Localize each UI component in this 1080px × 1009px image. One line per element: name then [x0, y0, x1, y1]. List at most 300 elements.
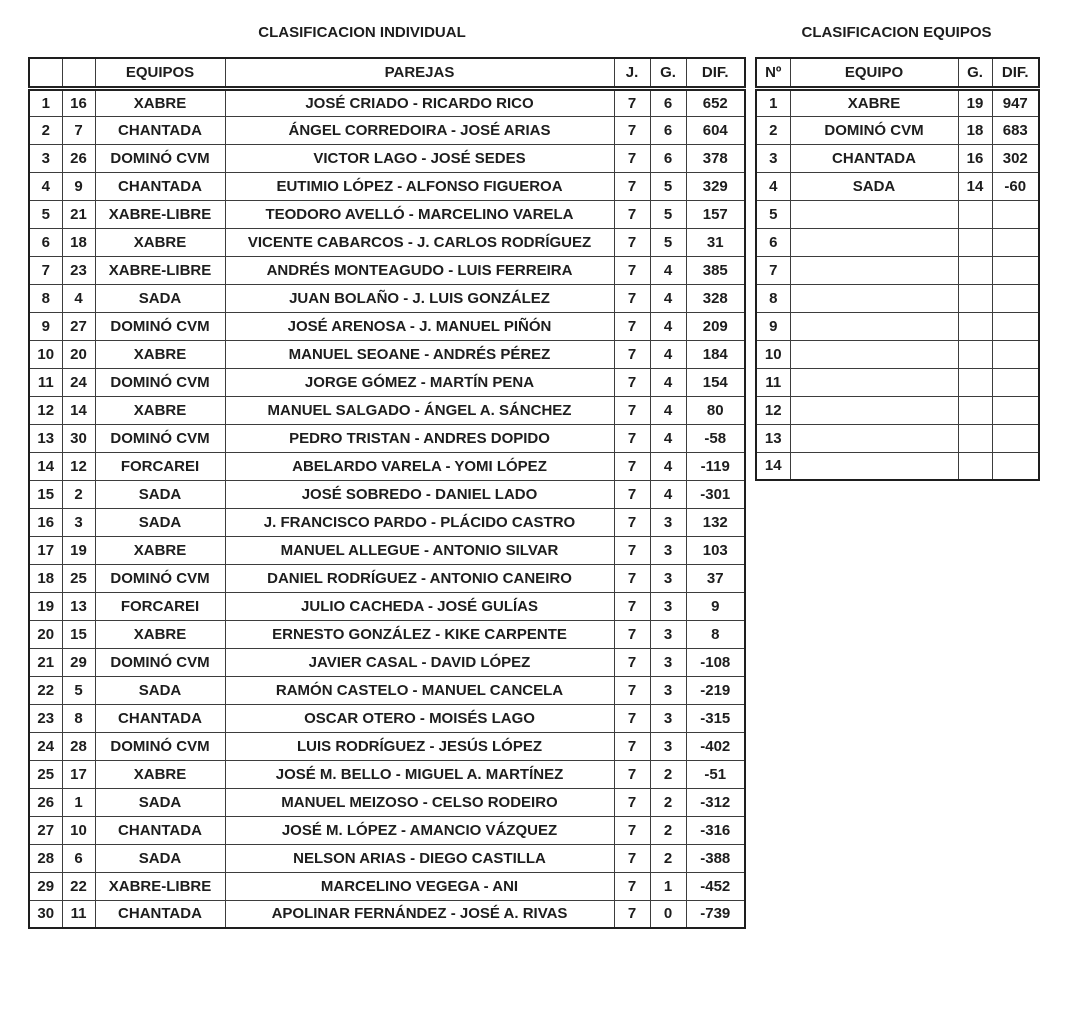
- individual-row-rank-cell: 10: [29, 340, 62, 368]
- individual-row-pareja-cell: PEDRO TRISTAN - ANDRES DOPIDO: [225, 424, 614, 452]
- individual-header-row: [29, 58, 745, 88]
- individual-row: [29, 312, 745, 340]
- individual-row-rank-cell: 23: [29, 704, 62, 732]
- individual-row-dorsal-cell: 23: [62, 256, 95, 284]
- individual-row-rank-cell: 9: [29, 312, 62, 340]
- individual-row-dif-cell: -402: [686, 732, 745, 760]
- team-row-equipo-cell: SADA: [790, 172, 958, 200]
- individual-row-equipo-cell: DOMINÓ CVM: [95, 648, 225, 676]
- individual-row-dif-cell: -315: [686, 704, 745, 732]
- team-header-num: Nº: [756, 58, 790, 88]
- individual-row-equipo-cell: XABRE-LIBRE: [95, 256, 225, 284]
- individual-row-dif-cell: -51: [686, 760, 745, 788]
- individual-row-pareja-cell: VICTOR LAGO - JOSÉ SEDES: [225, 144, 614, 172]
- individual-row-dif-cell: 385: [686, 256, 745, 284]
- individual-row-dorsal-cell: 13: [62, 592, 95, 620]
- team-row: [756, 88, 1039, 116]
- individual-row-dorsal-cell: 17: [62, 760, 95, 788]
- individual-classification-title: CLASIFICACION INDIVIDUAL: [258, 24, 466, 41]
- individual-row-equipo-cell: SADA: [95, 844, 225, 872]
- team-row-dif-cell: [992, 452, 1039, 480]
- individual-classification-table: [28, 57, 746, 929]
- team-row-dif-cell: [992, 368, 1039, 396]
- team-row: [756, 340, 1039, 368]
- individual-row-equipo-cell: DOMINÓ CVM: [95, 564, 225, 592]
- individual-row-rank-cell: 3: [29, 144, 62, 172]
- individual-row-dif-cell: -388: [686, 844, 745, 872]
- individual-row-rank-cell: 20: [29, 620, 62, 648]
- individual-row-dorsal-cell: 12: [62, 452, 95, 480]
- individual-row-pareja-cell: VICENTE CABARCOS - J. CARLOS RODRÍGUEZ: [225, 228, 614, 256]
- individual-row: [29, 732, 745, 760]
- individual-row-j-cell: 7: [614, 256, 650, 284]
- individual-row-rank-cell: 12: [29, 396, 62, 424]
- individual-row: [29, 872, 745, 900]
- individual-row-rank-cell: 14: [29, 452, 62, 480]
- team-row-g-cell: [958, 284, 992, 312]
- individual-row-dorsal-cell: 21: [62, 200, 95, 228]
- individual-row-j-cell: 7: [614, 368, 650, 396]
- individual-row-dif-cell: 604: [686, 116, 745, 144]
- individual-row: [29, 508, 745, 536]
- individual-row: [29, 340, 745, 368]
- individual-row: [29, 424, 745, 452]
- team-row-equipo-cell: [790, 284, 958, 312]
- team-row: [756, 452, 1039, 480]
- individual-row-dorsal-cell: 1: [62, 788, 95, 816]
- individual-row-dif-cell: 8: [686, 620, 745, 648]
- individual-row-dif-cell: -219: [686, 676, 745, 704]
- individual-row: [29, 368, 745, 396]
- team-row-num-cell: 8: [756, 284, 790, 312]
- individual-row-dif-cell: 132: [686, 508, 745, 536]
- team-header-dif: DIF.: [992, 58, 1039, 88]
- individual-row-dif-cell: 652: [686, 88, 745, 116]
- team-row-num-cell: 12: [756, 396, 790, 424]
- individual-row-dif-cell: 378: [686, 144, 745, 172]
- team-row-num-cell: 11: [756, 368, 790, 396]
- individual-row: [29, 676, 745, 704]
- individual-row-rank-cell: 13: [29, 424, 62, 452]
- individual-row-equipo-cell: CHANTADA: [95, 172, 225, 200]
- individual-row-g-cell: 5: [650, 228, 686, 256]
- individual-row-j-cell: 7: [614, 424, 650, 452]
- team-row-equipo-cell: XABRE: [790, 88, 958, 116]
- team-row-dif-cell: [992, 312, 1039, 340]
- team-row: [756, 368, 1039, 396]
- individual-row: [29, 620, 745, 648]
- individual-row-g-cell: 3: [650, 676, 686, 704]
- individual-row: [29, 536, 745, 564]
- team-row: [756, 424, 1039, 452]
- team-row-equipo-cell: DOMINÓ CVM: [790, 116, 958, 144]
- individual-row-pareja-cell: JUAN BOLAÑO - J. LUIS GONZÁLEZ: [225, 284, 614, 312]
- team-row-equipo-cell: [790, 368, 958, 396]
- team-row-g-cell: [958, 200, 992, 228]
- individual-row-dorsal-cell: 10: [62, 816, 95, 844]
- individual-row-equipo-cell: DOMINÓ CVM: [95, 144, 225, 172]
- individual-row-g-cell: 6: [650, 144, 686, 172]
- individual-row-equipo-cell: SADA: [95, 508, 225, 536]
- individual-row-equipo-cell: CHANTADA: [95, 116, 225, 144]
- team-row-num-cell: 6: [756, 228, 790, 256]
- individual-row-j-cell: 7: [614, 564, 650, 592]
- individual-row-g-cell: 3: [650, 732, 686, 760]
- team-row-g-cell: 18: [958, 116, 992, 144]
- individual-row-dif-cell: 209: [686, 312, 745, 340]
- individual-row-dorsal-cell: 24: [62, 368, 95, 396]
- individual-row-equipo-cell: CHANTADA: [95, 816, 225, 844]
- individual-row: [29, 452, 745, 480]
- individual-row-rank-cell: 29: [29, 872, 62, 900]
- individual-row-rank-cell: 5: [29, 200, 62, 228]
- individual-row-g-cell: 4: [650, 284, 686, 312]
- team-row-dif-cell: -60: [992, 172, 1039, 200]
- individual-row-dif-cell: 31: [686, 228, 745, 256]
- individual-row-dif-cell: 154: [686, 368, 745, 396]
- individual-row-dif-cell: 80: [686, 396, 745, 424]
- individual-row-pareja-cell: DANIEL RODRÍGUEZ - ANTONIO CANEIRO: [225, 564, 614, 592]
- team-row-equipo-cell: [790, 452, 958, 480]
- team-row: [756, 256, 1039, 284]
- individual-row-dorsal-cell: 15: [62, 620, 95, 648]
- individual-row-j-cell: 7: [614, 732, 650, 760]
- individual-row-pareja-cell: JOSÉ CRIADO - RICARDO RICO: [225, 88, 614, 116]
- team-row-equipo-cell: [790, 340, 958, 368]
- individual-row-dorsal-cell: 5: [62, 676, 95, 704]
- individual-row-pareja-cell: MANUEL SEOANE - ANDRÉS PÉREZ: [225, 340, 614, 368]
- team-row-g-cell: [958, 228, 992, 256]
- individual-row-g-cell: 3: [650, 564, 686, 592]
- team-row-dif-cell: [992, 340, 1039, 368]
- individual-row-equipo-cell: DOMINÓ CVM: [95, 312, 225, 340]
- individual-header-equipos: EQUIPOS: [95, 58, 225, 88]
- individual-row-j-cell: 7: [614, 676, 650, 704]
- team-row-g-cell: [958, 312, 992, 340]
- individual-row-rank-cell: 11: [29, 368, 62, 396]
- individual-row-pareja-cell: EUTIMIO LÓPEZ - ALFONSO FIGUEROA: [225, 172, 614, 200]
- individual-row-rank-cell: 26: [29, 788, 62, 816]
- individual-row-j-cell: 7: [614, 284, 650, 312]
- individual-row-dorsal-cell: 8: [62, 704, 95, 732]
- individual-row-g-cell: 4: [650, 480, 686, 508]
- individual-row-rank-cell: 17: [29, 536, 62, 564]
- individual-row-equipo-cell: XABRE: [95, 620, 225, 648]
- individual-row-g-cell: 4: [650, 256, 686, 284]
- team-row-dif-cell: [992, 396, 1039, 424]
- individual-row-dorsal-cell: 18: [62, 228, 95, 256]
- team-row-g-cell: [958, 424, 992, 452]
- team-row: [756, 144, 1039, 172]
- individual-row-rank-cell: 28: [29, 844, 62, 872]
- individual-header-parejas: PAREJAS: [225, 58, 614, 88]
- team-row-dif-cell: [992, 200, 1039, 228]
- team-row-dif-cell: 947: [992, 88, 1039, 116]
- individual-row-dorsal-cell: 27: [62, 312, 95, 340]
- individual-row: [29, 760, 745, 788]
- individual-row-dif-cell: 103: [686, 536, 745, 564]
- individual-row-g-cell: 5: [650, 172, 686, 200]
- team-row-dif-cell: 302: [992, 144, 1039, 172]
- individual-row: [29, 844, 745, 872]
- individual-row-pareja-cell: RAMÓN CASTELO - MANUEL CANCELA: [225, 676, 614, 704]
- individual-row-j-cell: 7: [614, 760, 650, 788]
- individual-row-j-cell: 7: [614, 480, 650, 508]
- team-row-num-cell: 4: [756, 172, 790, 200]
- individual-row-dorsal-cell: 30: [62, 424, 95, 452]
- individual-row-equipo-cell: SADA: [95, 480, 225, 508]
- individual-row-equipo-cell: CHANTADA: [95, 704, 225, 732]
- individual-row: [29, 592, 745, 620]
- team-row-num-cell: 3: [756, 144, 790, 172]
- individual-row-dorsal-cell: 25: [62, 564, 95, 592]
- individual-row-j-cell: 7: [614, 452, 650, 480]
- team-row-g-cell: 16: [958, 144, 992, 172]
- team-row: [756, 312, 1039, 340]
- individual-row-equipo-cell: SADA: [95, 284, 225, 312]
- individual-row: [29, 816, 745, 844]
- individual-row: [29, 564, 745, 592]
- individual-row-j-cell: 7: [614, 508, 650, 536]
- individual-row-rank-cell: 8: [29, 284, 62, 312]
- individual-row-j-cell: 7: [614, 172, 650, 200]
- individual-row: [29, 900, 745, 928]
- individual-row-j-cell: 7: [614, 88, 650, 116]
- individual-row-j-cell: 7: [614, 900, 650, 928]
- individual-row-j-cell: 7: [614, 228, 650, 256]
- individual-row-j-cell: 7: [614, 144, 650, 172]
- individual-row-dorsal-cell: 2: [62, 480, 95, 508]
- team-row-num-cell: 5: [756, 200, 790, 228]
- individual-header-rank: [29, 58, 62, 88]
- individual-row-j-cell: 7: [614, 788, 650, 816]
- individual-row-dorsal-cell: 3: [62, 508, 95, 536]
- individual-row-dorsal-cell: 14: [62, 396, 95, 424]
- team-row-num-cell: 14: [756, 452, 790, 480]
- individual-row-pareja-cell: JOSÉ SOBREDO - DANIEL LADO: [225, 480, 614, 508]
- individual-row-equipo-cell: XABRE-LIBRE: [95, 200, 225, 228]
- individual-row-pareja-cell: APOLINAR FERNÁNDEZ - JOSÉ A. RIVAS: [225, 900, 614, 928]
- team-row-equipo-cell: CHANTADA: [790, 144, 958, 172]
- individual-row-dif-cell: -58: [686, 424, 745, 452]
- individual-row: [29, 480, 745, 508]
- individual-row-dif-cell: 329: [686, 172, 745, 200]
- individual-row-dif-cell: 157: [686, 200, 745, 228]
- individual-row-dorsal-cell: 7: [62, 116, 95, 144]
- individual-row-g-cell: 3: [650, 648, 686, 676]
- individual-row-equipo-cell: XABRE: [95, 396, 225, 424]
- team-row-num-cell: 9: [756, 312, 790, 340]
- team-classification-table: [755, 57, 1040, 481]
- individual-row-equipo-cell: XABRE: [95, 340, 225, 368]
- individual-row-dif-cell: 184: [686, 340, 745, 368]
- individual-row-g-cell: 6: [650, 88, 686, 116]
- individual-row-pareja-cell: MANUEL SALGADO - ÁNGEL A. SÁNCHEZ: [225, 396, 614, 424]
- individual-row-dif-cell: -739: [686, 900, 745, 928]
- individual-row-pareja-cell: MARCELINO VEGEGA - ANI: [225, 872, 614, 900]
- team-row-num-cell: 1: [756, 88, 790, 116]
- individual-row-j-cell: 7: [614, 620, 650, 648]
- individual-row: [29, 256, 745, 284]
- individual-row: [29, 228, 745, 256]
- team-row-g-cell: [958, 452, 992, 480]
- individual-row-equipo-cell: DOMINÓ CVM: [95, 368, 225, 396]
- individual-row-pareja-cell: J. FRANCISCO PARDO - PLÁCIDO CASTRO: [225, 508, 614, 536]
- team-row-dif-cell: [992, 256, 1039, 284]
- team-row-equipo-cell: [790, 312, 958, 340]
- individual-row-pareja-cell: OSCAR OTERO - MOISÉS LAGO: [225, 704, 614, 732]
- team-row-g-cell: [958, 340, 992, 368]
- individual-row-j-cell: 7: [614, 396, 650, 424]
- individual-row-dif-cell: -108: [686, 648, 745, 676]
- team-header-g: G.: [958, 58, 992, 88]
- individual-row-g-cell: 3: [650, 592, 686, 620]
- individual-row-rank-cell: 19: [29, 592, 62, 620]
- individual-row-g-cell: 1: [650, 872, 686, 900]
- individual-row-equipo-cell: XABRE: [95, 536, 225, 564]
- individual-row-equipo-cell: FORCAREI: [95, 592, 225, 620]
- individual-row: [29, 788, 745, 816]
- team-row-num-cell: 7: [756, 256, 790, 284]
- individual-row-g-cell: 3: [650, 704, 686, 732]
- individual-row-rank-cell: 18: [29, 564, 62, 592]
- individual-row-g-cell: 3: [650, 620, 686, 648]
- individual-row-j-cell: 7: [614, 340, 650, 368]
- individual-header-j: J.: [614, 58, 650, 88]
- individual-row-g-cell: 0: [650, 900, 686, 928]
- individual-row-pareja-cell: JOSÉ M. LÓPEZ - AMANCIO VÁZQUEZ: [225, 816, 614, 844]
- individual-row-j-cell: 7: [614, 592, 650, 620]
- individual-row: [29, 284, 745, 312]
- individual-row-equipo-cell: SADA: [95, 676, 225, 704]
- individual-row: [29, 648, 745, 676]
- individual-row-rank-cell: 4: [29, 172, 62, 200]
- individual-row: [29, 172, 745, 200]
- individual-row-rank-cell: 1: [29, 88, 62, 116]
- team-row-equipo-cell: [790, 256, 958, 284]
- individual-row-rank-cell: 16: [29, 508, 62, 536]
- team-row-num-cell: 13: [756, 424, 790, 452]
- individual-row-pareja-cell: JULIO CACHEDA - JOSÉ GULÍAS: [225, 592, 614, 620]
- individual-row-rank-cell: 27: [29, 816, 62, 844]
- individual-row-dif-cell: 37: [686, 564, 745, 592]
- individual-row-pareja-cell: ÁNGEL CORREDOIRA - JOSÉ ARIAS: [225, 116, 614, 144]
- team-row-g-cell: [958, 256, 992, 284]
- individual-row-j-cell: 7: [614, 844, 650, 872]
- individual-row-g-cell: 2: [650, 816, 686, 844]
- individual-row-g-cell: 4: [650, 452, 686, 480]
- individual-row-j-cell: 7: [614, 200, 650, 228]
- individual-row-g-cell: 5: [650, 200, 686, 228]
- team-row: [756, 116, 1039, 144]
- individual-row-pareja-cell: MANUEL MEIZOSO - CELSO RODEIRO: [225, 788, 614, 816]
- individual-row-j-cell: 7: [614, 116, 650, 144]
- individual-row-dorsal-cell: 9: [62, 172, 95, 200]
- individual-row-equipo-cell: XABRE: [95, 88, 225, 116]
- individual-row-equipo-cell: FORCAREI: [95, 452, 225, 480]
- individual-row-rank-cell: 6: [29, 228, 62, 256]
- individual-row-rank-cell: 21: [29, 648, 62, 676]
- individual-row-j-cell: 7: [614, 816, 650, 844]
- individual-header-dorsal: [62, 58, 95, 88]
- individual-row-g-cell: 4: [650, 312, 686, 340]
- individual-row-j-cell: 7: [614, 872, 650, 900]
- team-row-equipo-cell: [790, 424, 958, 452]
- team-header-row: [756, 58, 1039, 88]
- individual-row-g-cell: 3: [650, 508, 686, 536]
- team-row-num-cell: 2: [756, 116, 790, 144]
- individual-row-dif-cell: -316: [686, 816, 745, 844]
- individual-row-pareja-cell: JAVIER CASAL - DAVID LÓPEZ: [225, 648, 614, 676]
- team-row-g-cell: 19: [958, 88, 992, 116]
- individual-row-equipo-cell: SADA: [95, 788, 225, 816]
- individual-row: [29, 396, 745, 424]
- team-row-dif-cell: [992, 424, 1039, 452]
- individual-row-rank-cell: 30: [29, 900, 62, 928]
- individual-row-dorsal-cell: 4: [62, 284, 95, 312]
- individual-row: [29, 704, 745, 732]
- team-row-g-cell: 14: [958, 172, 992, 200]
- team-classification-section: [755, 22, 1038, 481]
- individual-row-rank-cell: 7: [29, 256, 62, 284]
- individual-row-dorsal-cell: 28: [62, 732, 95, 760]
- individual-row-rank-cell: 22: [29, 676, 62, 704]
- team-row-equipo-cell: [790, 228, 958, 256]
- individual-classification-section: [28, 22, 744, 929]
- individual-row-g-cell: 4: [650, 368, 686, 396]
- individual-row-dorsal-cell: 6: [62, 844, 95, 872]
- individual-row-equipo-cell: DOMINÓ CVM: [95, 424, 225, 452]
- individual-row-pareja-cell: JOSÉ M. BELLO - MIGUEL A. MARTÍNEZ: [225, 760, 614, 788]
- individual-row-rank-cell: 25: [29, 760, 62, 788]
- individual-row-dorsal-cell: 29: [62, 648, 95, 676]
- individual-row-g-cell: 2: [650, 788, 686, 816]
- team-row: [756, 200, 1039, 228]
- individual-row-equipo-cell: DOMINÓ CVM: [95, 732, 225, 760]
- team-row-dif-cell: [992, 284, 1039, 312]
- individual-row-dorsal-cell: 20: [62, 340, 95, 368]
- individual-row-j-cell: 7: [614, 536, 650, 564]
- team-classification-title: CLASIFICACION EQUIPOS: [801, 24, 992, 41]
- individual-row-g-cell: 2: [650, 760, 686, 788]
- individual-row-equipo-cell: XABRE: [95, 760, 225, 788]
- individual-row: [29, 200, 745, 228]
- individual-row-pareja-cell: ABELARDO VARELA - YOMI LÓPEZ: [225, 452, 614, 480]
- individual-row-dif-cell: -301: [686, 480, 745, 508]
- individual-row-g-cell: 4: [650, 340, 686, 368]
- team-row: [756, 172, 1039, 200]
- individual-row-dif-cell: 328: [686, 284, 745, 312]
- individual-row-dorsal-cell: 16: [62, 88, 95, 116]
- individual-row-pareja-cell: ERNESTO GONZÁLEZ - KIKE CARPENTE: [225, 620, 614, 648]
- individual-row-dorsal-cell: 22: [62, 872, 95, 900]
- individual-row-j-cell: 7: [614, 704, 650, 732]
- individual-header-g: G.: [650, 58, 686, 88]
- individual-row-pareja-cell: MANUEL ALLEGUE - ANTONIO SILVAR: [225, 536, 614, 564]
- individual-row-dif-cell: -312: [686, 788, 745, 816]
- team-row-dif-cell: [992, 228, 1039, 256]
- individual-row-rank-cell: 15: [29, 480, 62, 508]
- team-row-num-cell: 10: [756, 340, 790, 368]
- individual-row-dif-cell: -452: [686, 872, 745, 900]
- individual-row-rank-cell: 24: [29, 732, 62, 760]
- individual-row-j-cell: 7: [614, 648, 650, 676]
- individual-row-dif-cell: -119: [686, 452, 745, 480]
- team-row-dif-cell: 683: [992, 116, 1039, 144]
- team-row-g-cell: [958, 396, 992, 424]
- individual-row-pareja-cell: TEODORO AVELLÓ - MARCELINO VARELA: [225, 200, 614, 228]
- individual-row-pareja-cell: JOSÉ ARENOSA - J. MANUEL PIÑÓN: [225, 312, 614, 340]
